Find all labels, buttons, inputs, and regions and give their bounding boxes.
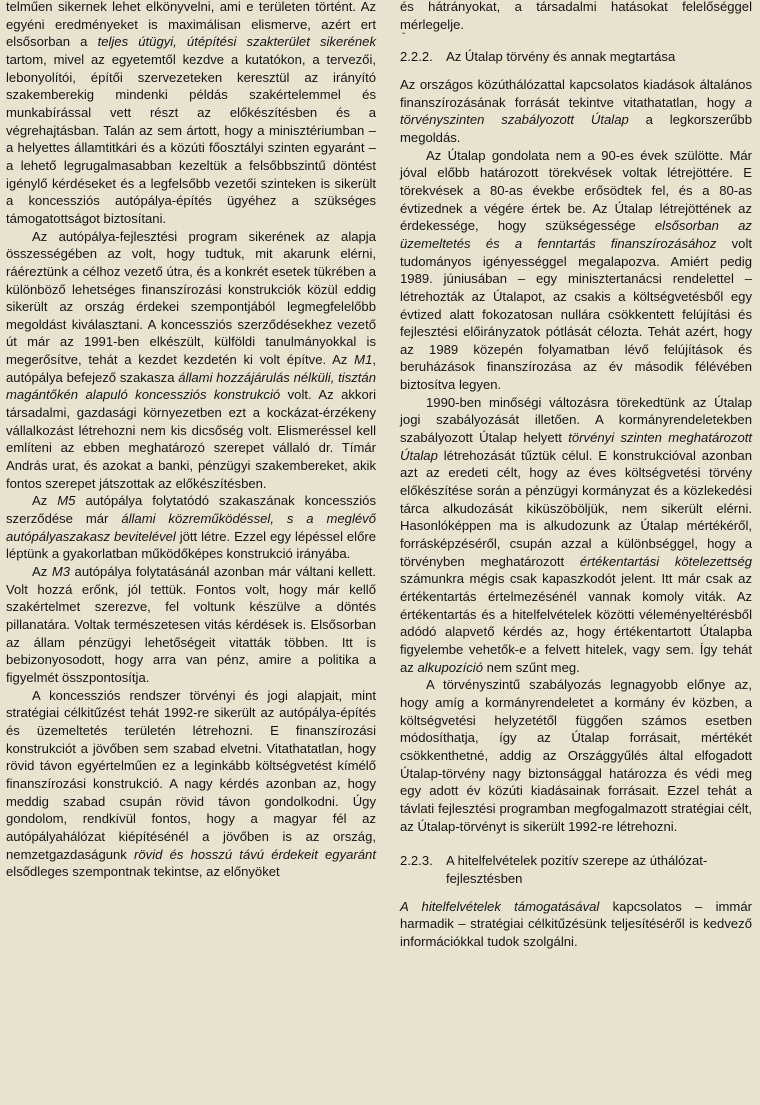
text-run: A koncessziós rendszer törvényi és jogi alapjait, mint stratégiai célkitűzést tehát 1992-re sikerült az autópálya-építés és üzemeltetés területén létrehozni. E finanszírozási konstrukciót a jövőben sem szabad elvetni. Vitathatatlan, hogy rövid távon egyértelműen ez a leginkább költségvetést kímélő finanszírozási konstrukció. A nagy kérdés azonban az, hogy meddig szabad csupán rövid távon gondolkodni. Úgy gondolom, rendkívül fontos, hogy a magyar fél az autópályahálózat kiépítésénél a jövőben is az ország, nemzetgazdaságunk (6, 687, 376, 862)
paragraph (400, 898, 752, 951)
text-run: és hátrányokat, a társadalmi hatásokat felelőséggel mérlegelje. (400, 0, 752, 32)
italic-text: M5 (57, 493, 76, 509)
italic-text: értékentartási kötelezettség (579, 553, 753, 569)
stray-mark: ˇ (402, 32, 406, 44)
italic-text: M3 (51, 564, 71, 579)
text-run: tartom, mivel az egyetemtől kezdve a kutatókon, a tervezői, lebonyolítói, építői szervezeteken keresztül az irányító szakemberekig mindenki példás szakértelemmel és munkabírással vett részt az előkészítésben és a végrehajtásban. Talán az sem ártott, hogy a minisztériumban – a helyettes államtitkári és a közúti főosztályi szinten egyaránt – a lehető legrugalmasabban kezeltük a felsőbbszintű döntést igénylő kérdéseket és a legfelsőbb vezetői szinteken is sikerült a koncessziós autópálya-építés ügyéhez a szükséges támogatottságot biztosítani. (6, 51, 376, 226)
italic-text: törvényi szinten meghatározott Útalap (400, 430, 752, 463)
text-run: számunkra mégis csak kapaszkodót jelent. Itt már csak az értékentartás értelmezésénél vannak komoly viták. Az értékentartás és a hitelfelvételek közötti véleményeltérésből adódó alapvető kérdés az, hogy értékentartott Útalapba figyelembe vehetők-e a felvett hitelek, vagy sem. Így tehát az (400, 571, 752, 675)
section-number: 2.2.2. (400, 49, 433, 65)
text-run: Az autópálya-fejlesztési program sikerének az alapja összességében az volt, hogy tudtuk, mit akarunk elérni, ráéreztünk a célhoz vezető útra, és a konkrét esetek tükrében a különböző lehetséges finanszírozási konstrukciók közül eddig sikerült az ország érdekei szempontjából legmegfelelőbb megoldást kiválasztani. A koncessziós szerződésekhez vezető út már az 1991-ben elkészült, külföldi tanulmányokkal is megerősítve, tehát a kezdet kezdetén ki volt építve. Az (6, 228, 376, 368)
paragraph (6, 492, 376, 563)
italic-text: rövid és hosszú távú érdekeit egyaránt (134, 846, 376, 862)
text-run: a legkorszerűbb megoldás. (400, 112, 752, 145)
section-heading-2-2-3 (400, 852, 752, 887)
italic-text: elsősorban az üzemeltetés és a fenntartás finanszírozásához (400, 218, 752, 251)
paragraph (400, 0, 752, 33)
paragraph (6, 687, 376, 881)
italic-text: M1 (354, 352, 373, 368)
text-run: , autópálya befejező szakasza (6, 352, 376, 385)
text-run: elsődleges szempontnak tekintse, az előnyöket (6, 864, 280, 880)
italic-text: állami hozzájárulás nélküli, tisztán magántőkén alapuló koncessziós konstrukció (6, 369, 376, 403)
paragraph (6, 563, 376, 687)
text-run: autópálya folytatódó szakaszának koncessziós szerződése már (6, 493, 376, 527)
paragraph (400, 676, 752, 835)
text-run: létrehozását tűztük célul. E konstrukcióval azonban azt az eredeti célt, hogy az éves költségvetési törvény előkészítése során a pénzügyi kormányzat és a közlekedési tárca alkudozását kiküszöböljük, nem sikerült elérni. Hasonlóképpen ma is alkudozunk az Útalap mértékéről, forrásképzéséről, csupán azzal a különbséggel, hogy a törvényben meghatározott (400, 447, 752, 569)
paragraph (400, 147, 752, 394)
italic-text: állami közreműködéssel, s a meglévő autópályaszakasz bevitelével (6, 511, 376, 544)
text-run: volt. Az akkori társadalmi, gazdasági környezetben ezt a kockázat-érzékeny vállalkozást létrehozni nem kis dicsőség volt. Elismeréssel kell említeni az ebben meghatározó szerepet vállaló dr. Tímár András urat, és azokat a banki, pénzügyi szakembereket, akik fontos szerepet játszottak az előkészítésben. (6, 387, 376, 491)
text-run: Az (32, 493, 58, 509)
section-title-continued: fejlesztésben (446, 870, 523, 886)
text-run: 1990-ben minőségi változásra törekedtünk az Útalap jogi szabályozását illetően. A kormányrendeletekben szabályozott Útalap helyett (400, 394, 752, 446)
italic-text: alkupozíció (417, 659, 483, 675)
section-heading-2-2-2 (400, 48, 752, 66)
text-run: Az (32, 564, 52, 579)
paragraph (6, 0, 376, 228)
italic-text: a törvényszinten szabályozott Útalap (400, 94, 752, 128)
text-run: volt tudományos igényességgel megalapozva. Amiért pedig 1989. júniusában – egy minisztertanácsi rendelettel – létrehozták az Útalapot, az csakis a költségvetésből egy évtized alatt fokozatosan nullára csökkentett felújítási és fejlesztési előirányzatok pótlását célozta. Tehát azért, hogy az 1989 közepén folyamatban lévő felújítások és beruházások finanszírozása az év második félévében biztosítva legyen. (400, 235, 752, 393)
italic-text: A hitelfelvételek támogatásával (400, 898, 600, 914)
text-run: Az Útalap gondolata nem a 90-es évek szülötte. Már jóval előbb határozott törekvések voltak létrejöttére. E törekvések a 80-as évekbe erősödtek fel, és a 80-as évtizednek a végére értek be. Az Útalap létrejöttének az érdekessége, hogy szükségessége (400, 147, 752, 234)
right-column (400, 0, 752, 1105)
section-title: A hitelfelvételek pozitív szerepe az úthálózat- (446, 853, 708, 869)
italic-text: teljes útügyi, útépítési szakterület sikerének (97, 34, 376, 50)
text-run: kapcsolatos – immár harmadik – stratégiai célkitűzésünk teljesítéséről is kedvező információkkal tudok szolgálni. (400, 898, 752, 949)
paragraph (400, 76, 752, 147)
section-title: Az Útalap törvény és annak megtartása (446, 49, 676, 65)
text-run: A törvényszintű szabályozás legnagyobb előnye az, hogy amíg a kormányrendeletet a kormány év közben, a költségvetési helyzetétől függően számos esetben módosíthatja, így az Útalap forrásait, mértékét csökkenthetné, addig az Országgyűlés által elfogadott Útalap-törvény nagy biztonsággal határozza és védi meg egy adott év közúti kiadásainak forrásait. Ezzel tehát a távlati fejlesztési programban megfogalmazott stratégiai célt, az Útalap-törvényt is sikerült 1992-re létrehozni. (400, 677, 752, 834)
text-run: nem szűnt meg. (482, 659, 580, 675)
text-run: telműen sikernek lehet elkönyvelni, ami e területen történt. Az egyéni eredményeket is maximálisan elismerve, azért ert elsősorban a (6, 0, 376, 50)
text-run: Az országos közúthálózattal kapcsolatos kiadások általános finanszírozásának forrását tekintve vitathatatlan, hogy (400, 76, 752, 110)
section-number: 2.2.3. (400, 853, 433, 869)
text-run: jött létre. Ezzel egy lépéssel előre léptünk a gyakorlatban működőképes konstrukció irányába. (6, 528, 376, 562)
paragraph (6, 228, 376, 493)
text-run: autópálya folytatásánál azonban már váltani kellett. Volt hozzá erőnk, jól tettük. Fontos volt, hogy már kellő szakértelmet szerezve, fel voltunk készülve a döntés pillanatára. Voltak természetesen vitás kérdések is. Elsősorban az állam pénzügyi lehetőségeit vitatták többen. Itt is bebizonyosodott, hogy arra van pénz, amire a politika a figyelmét összpontosítja. (6, 564, 376, 685)
paragraph (400, 394, 752, 677)
left-column (6, 0, 376, 1105)
